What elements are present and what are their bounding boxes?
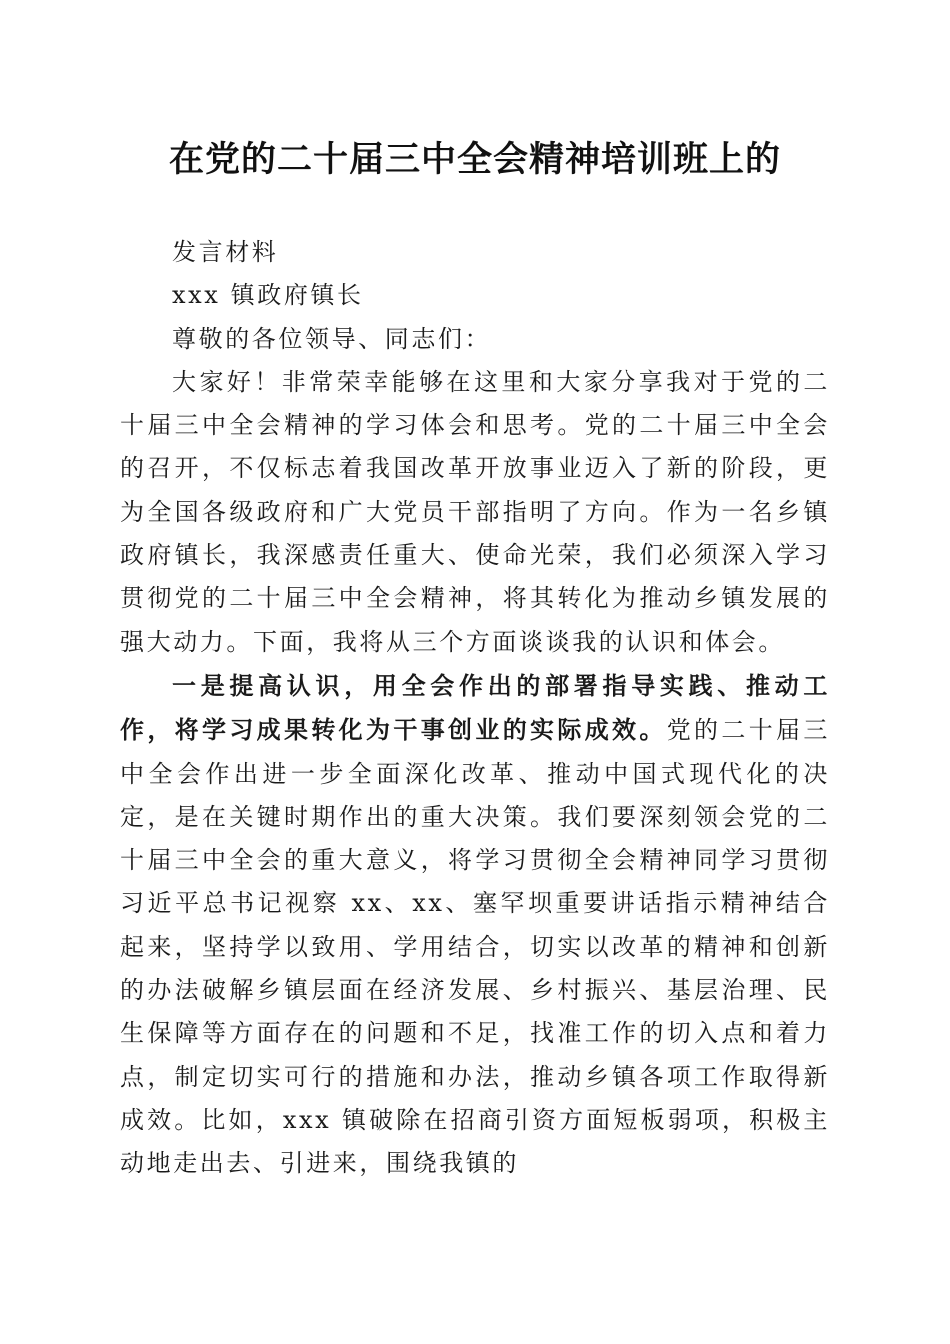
paragraph-intro-text: 大家好！非常荣幸能够在这里和大家分享我对于党的二十届三中全会精神的学习体会和思考。党的二十届三中全会的召开，不仅标志着我国改革开放事业迈入了新的阶段，更为全国各级政府和广大党员干部指明了方向。作为一名乡镇政府镇长，我深感责任重大、使命光荣，我们必须深入学习贯彻党的二十届三中全会精神，将其转化为推动乡镇发展的强大动力。下面，我将从三个方面谈谈我的认识和体会。 <box>120 367 830 656</box>
paragraph-point-one <box>120 664 830 1186</box>
paragraph-point-one-lead: 一是提高认识，用全会作出的部署指导实践、推动工作，将学习成果转化为干事创业的实际成效。 <box>120 670 830 745</box>
document-title: 在党的二十届三中全会精神培训班上的 <box>168 139 781 180</box>
document-subtitle: 发言材料 <box>172 238 279 266</box>
salutation: 尊敬的各位领导、同志们： <box>172 324 492 353</box>
speaker-line: xxx 镇政府镇长 <box>172 281 364 310</box>
paragraph-intro <box>120 361 830 664</box>
paragraph-point-one-text: 党的二十届三中全会作出进一步全面深化改革、推动中国式现代化的决定，是在关键时期作出的重大决策。我们要深刻领会党的二十届三中全会的重大意义，将学习贯彻全会精神同学习贯彻习近平总书记视察 xx、xx、塞罕坝重要讲话指示精神结合起来，坚持学以致用、学用结合，切实以改革的精神和创新的办法破解乡镇层面在经济发展、乡村振兴、基层治理、民生保障等方面存在的问题和不足，找准工作的切入点和着力点，制定切实可行的措施和办法，推动乡镇各项工作取得新成效。比如，xxx 镇破除在招商引资方面短板弱项，积极主动地走出去、引进来，围绕我镇的 <box>120 716 830 1178</box>
document-body <box>120 231 830 1186</box>
